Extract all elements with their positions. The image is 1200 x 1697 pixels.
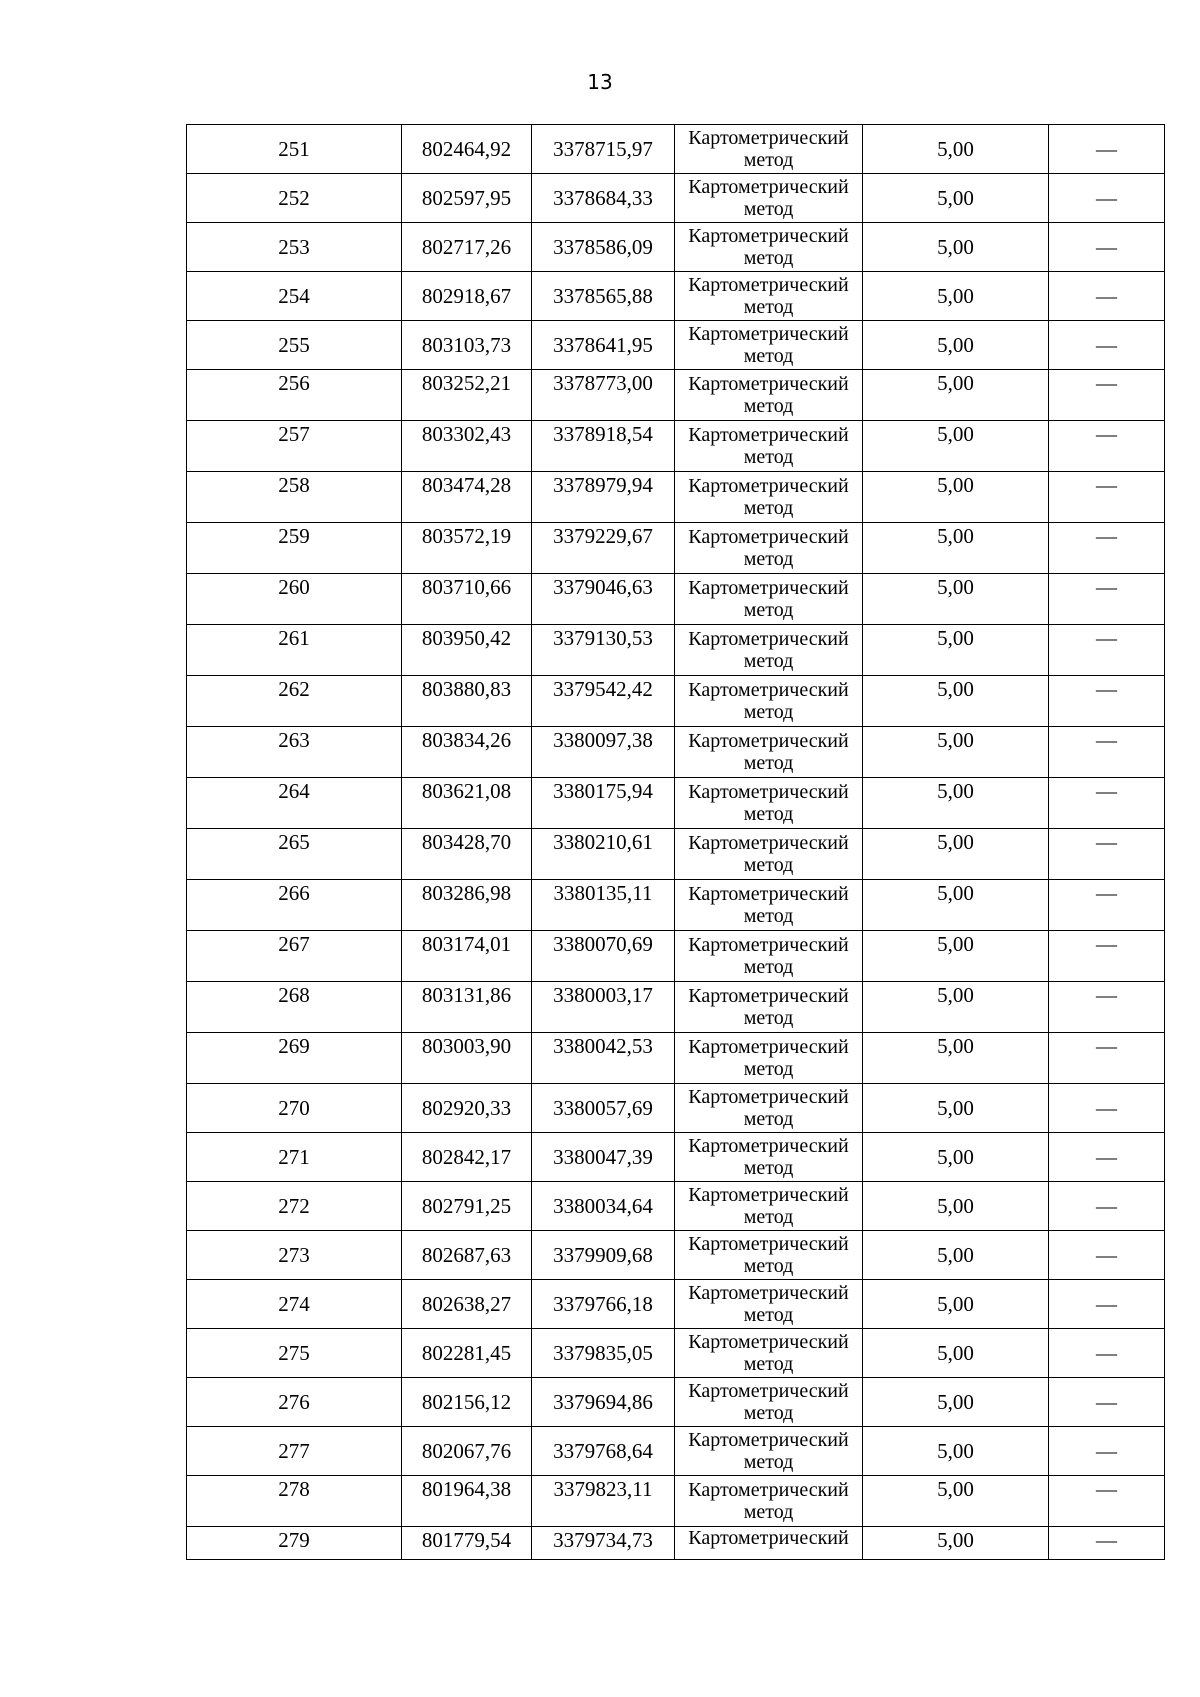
method-line-1: Картометрический [688,628,849,650]
method-cell [675,1182,863,1231]
method-line-2: метод [743,247,794,269]
method-line-2: метод [743,1353,794,1375]
table-row [187,1133,1165,1182]
method-line-1: Картометрический [688,1282,849,1304]
method-line-1: Картометрический [688,1479,849,1501]
method-cell [675,676,863,727]
method-line-1: Картометрический [688,1086,849,1108]
x-coordinate-cell: 802920,33 [402,1084,532,1133]
point-number-cell: 264 [187,778,402,829]
accuracy-cell: 5,00 [863,778,1049,829]
method-line-1: Картометрический [688,1184,849,1206]
method-cell [675,727,863,778]
method-line-2: метод [743,1255,794,1277]
y-coordinate-cell: 3379766,18 [532,1280,675,1329]
y-coordinate-cell: 3380210,61 [532,829,675,880]
point-number-cell: 279 [187,1527,402,1560]
point-number-cell: 275 [187,1329,402,1378]
table-row [187,1280,1165,1329]
x-coordinate-cell: 803950,42 [402,625,532,676]
description-cell: — [1049,727,1165,778]
accuracy-cell: 5,00 [863,1182,1049,1231]
description-cell: — [1049,1182,1165,1231]
point-number-cell: 266 [187,880,402,931]
description-cell: — [1049,370,1165,421]
point-number-cell: 278 [187,1476,402,1527]
method-line-2: метод [743,1451,794,1473]
method-line-2: метод [743,149,794,171]
method-line-1: Картометрический [688,832,849,854]
method-cell [675,223,863,272]
description-cell: — [1049,1427,1165,1476]
method-line-2: метод [743,701,794,723]
point-number-cell: 267 [187,931,402,982]
accuracy-cell: 5,00 [863,370,1049,421]
method-line-1: Картометрический [688,526,849,548]
method-line-1: Картометрический [688,1527,849,1549]
point-number-cell: 273 [187,1231,402,1280]
accuracy-cell: 5,00 [863,1329,1049,1378]
method-cell [675,174,863,223]
y-coordinate-cell: 3378586,09 [532,223,675,272]
description-cell: — [1049,1280,1165,1329]
x-coordinate-cell: 802842,17 [402,1133,532,1182]
description-cell: — [1049,931,1165,982]
accuracy-cell: 5,00 [863,574,1049,625]
accuracy-cell: 5,00 [863,1427,1049,1476]
x-coordinate-cell: 803428,70 [402,829,532,880]
y-coordinate-cell: 3378918,54 [532,421,675,472]
accuracy-cell: 5,00 [863,174,1049,223]
description-cell: — [1049,421,1165,472]
x-coordinate-cell: 802687,63 [402,1231,532,1280]
x-coordinate-cell: 802464,92 [402,125,532,174]
method-cell [675,1329,863,1378]
table-row [187,1231,1165,1280]
method-line-1: Картометрический [688,577,849,599]
point-number-cell: 269 [187,1033,402,1084]
description-cell: — [1049,880,1165,931]
table-row [187,1033,1165,1084]
accuracy-cell: 5,00 [863,880,1049,931]
table-row [187,574,1165,625]
accuracy-cell: 5,00 [863,421,1049,472]
y-coordinate-cell: 3380057,69 [532,1084,675,1133]
method-line-1: Картометрический [688,985,849,1007]
method-line-2: метод [743,956,794,978]
y-coordinate-cell: 3379542,42 [532,676,675,727]
x-coordinate-cell: 801964,38 [402,1476,532,1527]
description-cell: — [1049,1231,1165,1280]
description-cell: — [1049,676,1165,727]
description-cell: — [1049,1527,1165,1560]
page-number: 13 [587,70,613,94]
method-line-2: метод [743,1108,794,1130]
x-coordinate-cell: 802918,67 [402,272,532,321]
method-line-2: метод [743,854,794,876]
table-row [187,1427,1165,1476]
method-line-1: Картометрический [688,679,849,701]
accuracy-cell: 5,00 [863,1527,1049,1560]
method-line-2: метод [743,599,794,621]
point-number-cell: 254 [187,272,402,321]
y-coordinate-cell: 3380042,53 [532,1033,675,1084]
method-cell [675,1231,863,1280]
y-coordinate-cell: 3379734,73 [532,1527,675,1560]
method-line-2: метод [743,446,794,468]
y-coordinate-cell: 3378684,33 [532,174,675,223]
y-coordinate-cell: 3379835,05 [532,1329,675,1378]
method-cell [675,1033,863,1084]
method-line-1: Картометрический [688,730,849,752]
description-cell: — [1049,1378,1165,1427]
description-cell: — [1049,1033,1165,1084]
method-line-2: метод [743,1304,794,1326]
method-cell [675,1476,863,1527]
description-cell: — [1049,523,1165,574]
x-coordinate-cell: 803174,01 [402,931,532,982]
x-coordinate-cell: 803621,08 [402,778,532,829]
y-coordinate-cell: 3378565,88 [532,272,675,321]
accuracy-cell: 5,00 [863,727,1049,778]
method-line-2: метод [743,905,794,927]
y-coordinate-cell: 3378641,95 [532,321,675,370]
method-line-1: Картометрический [688,475,849,497]
x-coordinate-cell: 803572,19 [402,523,532,574]
y-coordinate-cell: 3379229,67 [532,523,675,574]
description-cell: — [1049,574,1165,625]
method-line-1: Картометрический [688,1380,849,1402]
y-coordinate-cell: 3380034,64 [532,1182,675,1231]
y-coordinate-cell: 3379823,11 [532,1476,675,1527]
method-cell [675,778,863,829]
table-row [187,625,1165,676]
accuracy-cell: 5,00 [863,982,1049,1033]
point-number-cell: 257 [187,421,402,472]
x-coordinate-cell: 803103,73 [402,321,532,370]
method-line-2: метод [743,296,794,318]
accuracy-cell: 5,00 [863,321,1049,370]
table-row [187,676,1165,727]
y-coordinate-cell: 3380135,11 [532,880,675,931]
method-line-2: метод [743,1157,794,1179]
accuracy-cell: 5,00 [863,931,1049,982]
point-number-cell: 262 [187,676,402,727]
accuracy-cell: 5,00 [863,676,1049,727]
point-number-cell: 272 [187,1182,402,1231]
method-line-1: Картометрический [688,1331,849,1353]
method-line-2: метод [743,1206,794,1228]
method-line-1: Картометрический [688,127,849,149]
table-row [187,1476,1165,1527]
table-row [187,880,1165,931]
x-coordinate-cell: 803302,43 [402,421,532,472]
table-row [187,272,1165,321]
method-cell [675,1378,863,1427]
description-cell: — [1049,1329,1165,1378]
description-cell: — [1049,1133,1165,1182]
table-row [187,174,1165,223]
point-number-cell: 255 [187,321,402,370]
x-coordinate-cell: 802717,26 [402,223,532,272]
accuracy-cell: 5,00 [863,625,1049,676]
table-row [187,829,1165,880]
description-cell: — [1049,174,1165,223]
table-row [187,982,1165,1033]
method-line-2: метод [743,650,794,672]
y-coordinate-cell: 3380097,38 [532,727,675,778]
method-line-2: метод [743,752,794,774]
method-cell [675,421,863,472]
x-coordinate-cell: 802597,95 [402,174,532,223]
y-coordinate-cell: 3379694,86 [532,1378,675,1427]
method-line-1: Картометрический [688,934,849,956]
point-number-cell: 268 [187,982,402,1033]
method-cell [675,1133,863,1182]
method-cell [675,125,863,174]
method-cell [675,1427,863,1476]
x-coordinate-cell: 803474,28 [402,472,532,523]
x-coordinate-cell: 801779,54 [402,1527,532,1560]
accuracy-cell: 5,00 [863,1084,1049,1133]
accuracy-cell: 5,00 [863,223,1049,272]
table-row [187,778,1165,829]
method-line-2: метод [743,1058,794,1080]
method-cell [675,1084,863,1133]
point-number-cell: 251 [187,125,402,174]
y-coordinate-cell: 3379768,64 [532,1427,675,1476]
x-coordinate-cell: 803003,90 [402,1033,532,1084]
table-row [187,421,1165,472]
method-line-1: Картометрический [688,274,849,296]
accuracy-cell: 5,00 [863,1476,1049,1527]
description-cell: — [1049,125,1165,174]
table-row [187,931,1165,982]
point-number-cell: 253 [187,223,402,272]
table-row [187,321,1165,370]
method-cell [675,1527,863,1560]
method-cell [675,931,863,982]
y-coordinate-cell: 3380047,39 [532,1133,675,1182]
point-number-cell: 271 [187,1133,402,1182]
method-line-1: Картометрический [688,1135,849,1157]
point-number-cell: 277 [187,1427,402,1476]
accuracy-cell: 5,00 [863,1231,1049,1280]
method-line-1: Картометрический [688,1036,849,1058]
accuracy-cell: 5,00 [863,1133,1049,1182]
accuracy-cell: 5,00 [863,1033,1049,1084]
table-row [187,1329,1165,1378]
point-number-cell: 256 [187,370,402,421]
y-coordinate-cell: 3378715,97 [532,125,675,174]
y-coordinate-cell: 3379046,63 [532,574,675,625]
table-row [187,223,1165,272]
table-row [187,1527,1165,1560]
description-cell: — [1049,472,1165,523]
method-line-2: метод [743,548,794,570]
method-cell [675,321,863,370]
method-line-2: метод [743,497,794,519]
table-row [187,727,1165,778]
x-coordinate-cell: 803834,26 [402,727,532,778]
x-coordinate-cell: 803252,21 [402,370,532,421]
x-coordinate-cell: 802281,45 [402,1329,532,1378]
description-cell: — [1049,982,1165,1033]
method-line-2: метод [743,198,794,220]
y-coordinate-cell: 3380070,69 [532,931,675,982]
x-coordinate-cell: 802067,76 [402,1427,532,1476]
method-line-1: Картометрический [688,176,849,198]
description-cell: — [1049,778,1165,829]
coordinates-table [186,124,1165,1560]
description-cell: — [1049,223,1165,272]
table-row [187,125,1165,174]
table-body [187,125,1165,1560]
method-line-1: Картометрический [688,225,849,247]
table-row [187,1378,1165,1427]
accuracy-cell: 5,00 [863,125,1049,174]
method-line-1: Картометрический [688,323,849,345]
y-coordinate-cell: 3380175,94 [532,778,675,829]
point-number-cell: 270 [187,1084,402,1133]
description-cell: — [1049,829,1165,880]
method-line-2: метод [743,1501,794,1523]
description-cell: — [1049,272,1165,321]
table-row [187,1182,1165,1231]
point-number-cell: 258 [187,472,402,523]
method-line-2: метод [743,803,794,825]
y-coordinate-cell: 3378979,94 [532,472,675,523]
description-cell: — [1049,625,1165,676]
method-line-2: метод [743,1402,794,1424]
point-number-cell: 263 [187,727,402,778]
method-cell [675,625,863,676]
y-coordinate-cell: 3379909,68 [532,1231,675,1280]
accuracy-cell: 5,00 [863,472,1049,523]
table-row [187,1084,1165,1133]
point-number-cell: 276 [187,1378,402,1427]
point-number-cell: 259 [187,523,402,574]
x-coordinate-cell: 802791,25 [402,1182,532,1231]
y-coordinate-cell: 3380003,17 [532,982,675,1033]
table-row [187,523,1165,574]
method-line-1: Картометрический [688,424,849,446]
point-number-cell: 265 [187,829,402,880]
method-cell [675,272,863,321]
method-cell [675,574,863,625]
y-coordinate-cell: 3378773,00 [532,370,675,421]
method-cell [675,880,863,931]
point-number-cell: 260 [187,574,402,625]
x-coordinate-cell: 803286,98 [402,880,532,931]
table-row [187,472,1165,523]
method-line-1: Картометрический [688,1233,849,1255]
method-line-1: Картометрический [688,1429,849,1451]
method-cell [675,370,863,421]
accuracy-cell: 5,00 [863,1378,1049,1427]
description-cell: — [1049,1476,1165,1527]
table-row [187,370,1165,421]
method-cell [675,1280,863,1329]
x-coordinate-cell: 803880,83 [402,676,532,727]
y-coordinate-cell: 3379130,53 [532,625,675,676]
x-coordinate-cell: 803710,66 [402,574,532,625]
description-cell: — [1049,1084,1165,1133]
method-line-1: Картометрический [688,781,849,803]
accuracy-cell: 5,00 [863,523,1049,574]
method-cell [675,523,863,574]
method-line-1: Картометрический [688,883,849,905]
accuracy-cell: 5,00 [863,829,1049,880]
method-line-2: метод [743,1007,794,1029]
x-coordinate-cell: 803131,86 [402,982,532,1033]
method-line-2: метод [743,345,794,367]
method-cell [675,472,863,523]
accuracy-cell: 5,00 [863,272,1049,321]
method-line-1: Картометрический [688,373,849,395]
description-cell: — [1049,321,1165,370]
x-coordinate-cell: 802156,12 [402,1378,532,1427]
method-line-2: метод [743,395,794,417]
point-number-cell: 261 [187,625,402,676]
method-cell [675,829,863,880]
method-cell [675,982,863,1033]
accuracy-cell: 5,00 [863,1280,1049,1329]
point-number-cell: 274 [187,1280,402,1329]
point-number-cell: 252 [187,174,402,223]
x-coordinate-cell: 802638,27 [402,1280,532,1329]
